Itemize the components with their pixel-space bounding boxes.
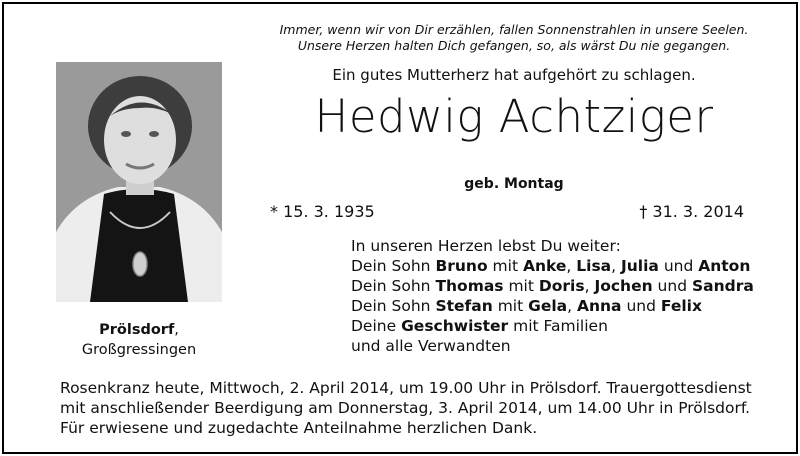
- line-text: mit: [487, 257, 523, 275]
- line-text: ,: [584, 277, 595, 295]
- son-name: Stefan: [435, 297, 493, 315]
- relative-name: Lisa: [576, 257, 612, 275]
- mourner-line: [351, 256, 754, 276]
- service-line-2: mit anschließender Beerdigung am Donnerstag, 3. April 2014, um 14.00 Uhr in Prölsdorf.: [60, 399, 751, 417]
- intro-text: Ein gutes Mutterherz hat aufgehört zu schlagen.: [332, 66, 696, 84]
- service-line-1: Rosenkranz heute, Mittwoch, 2. April 2014, um 19.00 Uhr in Prölsdorf. Trauergottesdienst: [60, 379, 752, 397]
- quote-line-2: Unsere Herzen halten Dich gefangen, so, als wärst Du nie gegangen.: [297, 38, 731, 53]
- line-text: mit: [503, 277, 539, 295]
- line-text: und: [652, 277, 692, 295]
- residence: [56, 320, 222, 360]
- relative-name: Doris: [538, 277, 585, 295]
- birth-date: * 15. 3. 1935: [270, 202, 375, 221]
- residence-comma: ,: [174, 322, 179, 338]
- line-text: ,: [567, 297, 577, 315]
- death-date: † 31. 3. 2014: [639, 202, 744, 221]
- deceased-name: Hedwig Achtziger: [314, 90, 714, 143]
- son-name: Bruno: [435, 257, 488, 275]
- relative-name: Julia: [621, 257, 659, 275]
- quote-line-1: Immer, wenn wir von Dir erzählen, fallen Sonnenstrahlen in unsere Seelen.: [279, 22, 749, 37]
- relative-name: Jochen: [594, 277, 653, 295]
- line-text: Deine: [351, 317, 402, 335]
- mourner-line: [351, 316, 754, 336]
- residence-region: Großgressingen: [81, 342, 197, 358]
- obituary-notice: [2, 2, 798, 454]
- relative-name: Anton: [698, 257, 751, 275]
- relative-name: Felix: [660, 297, 702, 315]
- mourners-heading: In unseren Herzen lebst Du weiter:: [351, 237, 621, 255]
- mourners-list: [351, 236, 754, 356]
- portrait-photo: [56, 62, 222, 302]
- relative-name: Anna: [576, 297, 622, 315]
- son-name: Thomas: [435, 277, 504, 295]
- maiden-name: geb. Montag: [464, 176, 564, 192]
- line-text: mit: [492, 297, 529, 315]
- mourner-line: [351, 276, 754, 296]
- relative-name: Anke: [522, 257, 567, 275]
- memorial-quote: [254, 22, 774, 54]
- line-text: Dein Sohn: [351, 297, 436, 315]
- line-text: ,: [566, 257, 577, 275]
- line-text: mit Familien: [508, 317, 608, 335]
- line-text: ,: [611, 257, 621, 275]
- mourner-line: [351, 296, 754, 316]
- mourners-closing: und alle Verwandten: [351, 337, 511, 355]
- relative-name: Sandra: [691, 277, 754, 295]
- relative-name: Gela: [528, 297, 568, 315]
- siblings-label: Geschwister: [401, 317, 509, 335]
- service-line-3: Für erwiesene und zugedachte Anteilnahme herzlichen Dank.: [60, 419, 538, 437]
- line-text: Dein Sohn: [351, 257, 436, 275]
- line-text: und: [658, 257, 699, 275]
- residence-town: Prölsdorf: [99, 322, 175, 338]
- service-details: [60, 378, 780, 438]
- line-text: Dein Sohn: [351, 277, 436, 295]
- line-text: und: [621, 297, 661, 315]
